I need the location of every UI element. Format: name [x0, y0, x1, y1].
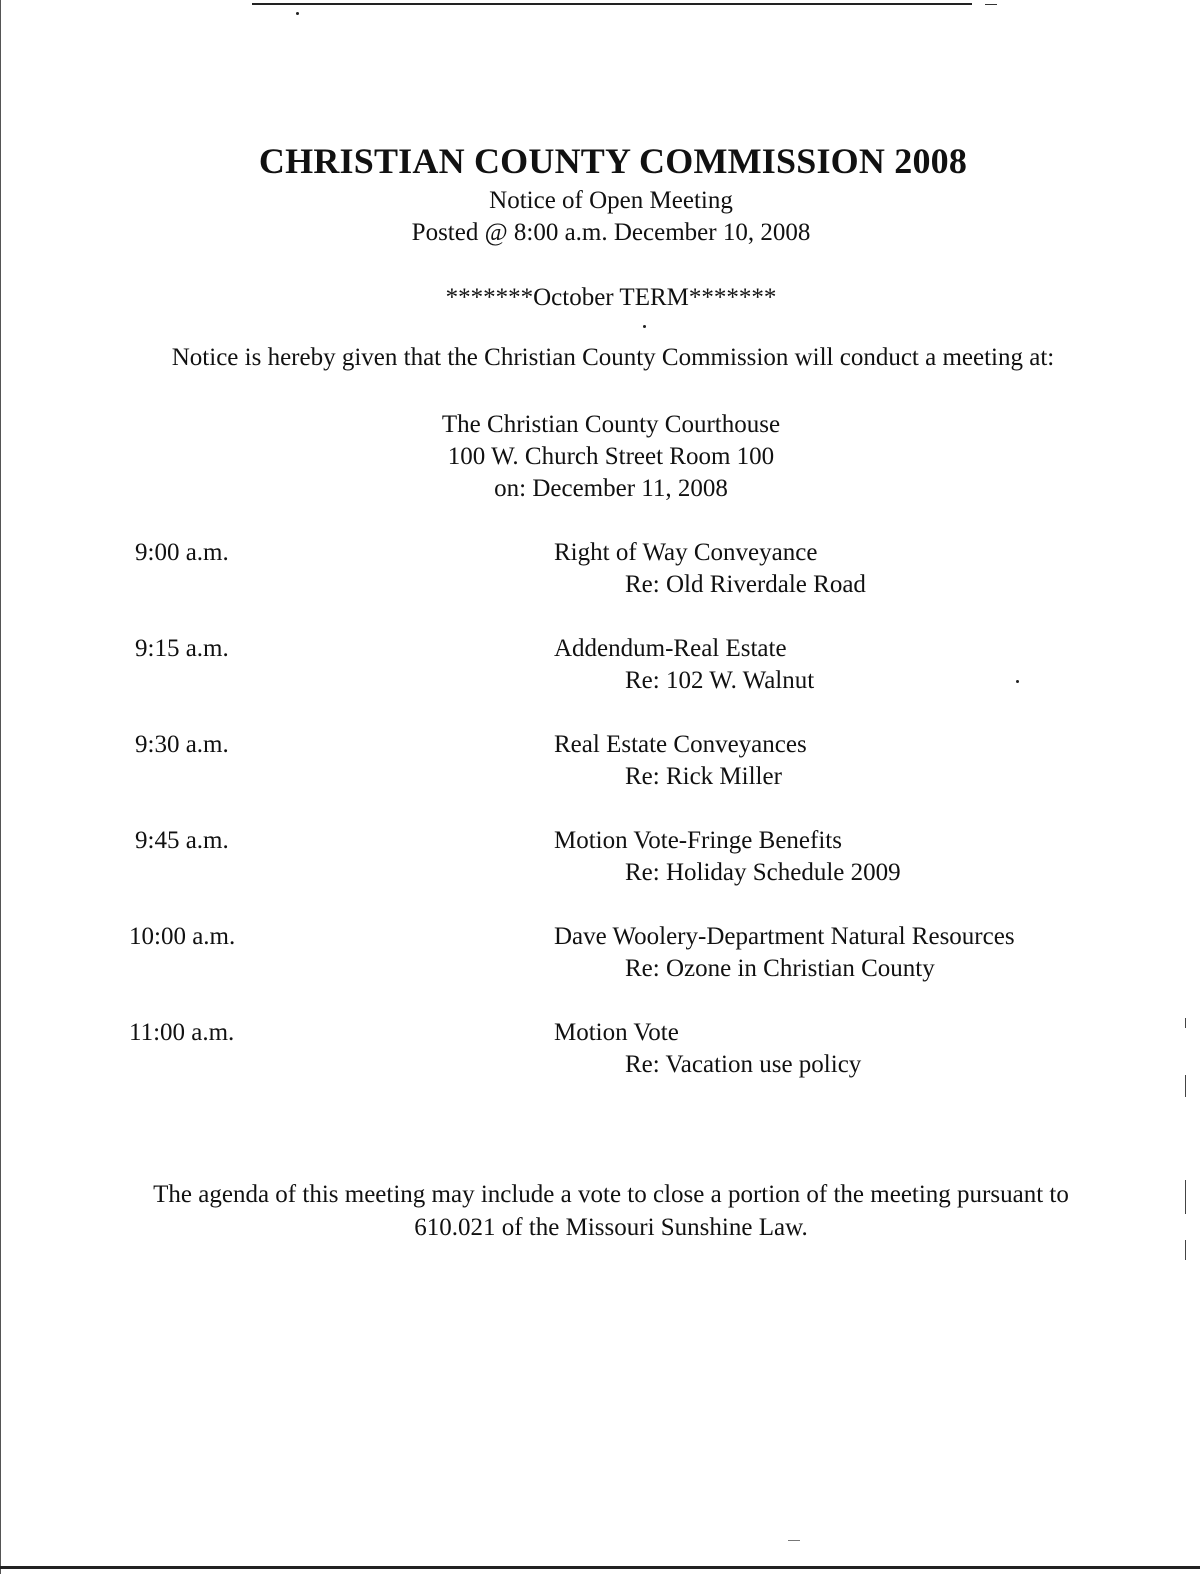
agenda-item-re: Re: Rick Miller: [625, 763, 782, 790]
agenda-time: 11:00 a.m.: [129, 1019, 235, 1046]
footer-line-2: 610.021 of the Missouri Sunshine Law.: [414, 1214, 808, 1241]
agenda-time: 10:00 a.m.: [129, 923, 236, 950]
agenda-row: [0, 921, 1200, 991]
agenda-item-re: Re: 102 W. Walnut: [625, 667, 815, 694]
location-address: 100 W. Church Street Room 100: [447, 443, 775, 470]
notice-subtitle: Notice of Open Meeting: [489, 187, 733, 214]
agenda-time: 9:15 a.m.: [135, 635, 229, 662]
posted-line: Posted @ 8:00 a.m. December 10, 2008: [411, 219, 811, 246]
page-title: CHRISTIAN COUNTY COMMISSION 2008: [258, 141, 968, 181]
agenda-item-re: Re: Holiday Schedule 2009: [625, 859, 901, 886]
agenda-row: [0, 633, 1200, 703]
agenda-item-title: Right of Way Conveyance: [554, 539, 818, 566]
agenda-item-re: Re: Vacation use policy: [625, 1051, 862, 1078]
agenda-item-re: Re: Ozone in Christian County: [625, 955, 935, 982]
agenda-item-re: Re: Old Riverdale Road: [625, 571, 866, 598]
agenda-row: [0, 729, 1200, 799]
agenda-item-title: Addendum-Real Estate: [554, 635, 787, 662]
agenda-item-title: Dave Woolery-Department Natural Resources: [554, 923, 1015, 950]
notice-statement: Notice is hereby given that the Christian County Commission will conduct a meeting at:: [171, 344, 1055, 371]
sunshine-law-note: [0, 1178, 1200, 1244]
scan-border-bottom: [0, 1566, 1200, 1569]
location-building: The Christian County Courthouse: [441, 411, 781, 438]
agenda-row: [0, 1017, 1200, 1087]
agenda-time: 9:45 a.m.: [135, 827, 229, 854]
scan-mark: [985, 4, 997, 5]
scan-speck: [296, 12, 299, 15]
agenda-time: 9:30 a.m.: [135, 731, 229, 758]
scan-border-top: [252, 3, 972, 5]
agenda-row: [0, 537, 1200, 607]
footer-line-1: The agenda of this meeting may include a vote to close a portion of the meeting pursuant to: [153, 1181, 1069, 1208]
meeting-date: on: December 11, 2008: [494, 475, 728, 502]
agenda-time: 9:00 a.m.: [135, 539, 229, 566]
agenda-row: [0, 825, 1200, 895]
scan-speck: [643, 325, 646, 328]
agenda-item-title: Real Estate Conveyances: [554, 731, 807, 758]
agenda-item-title: Motion Vote-Fringe Benefits: [554, 827, 842, 854]
term-line: *******October TERM*******: [445, 284, 777, 311]
agenda-item-title: Motion Vote: [554, 1019, 679, 1046]
scan-mark: [788, 1540, 800, 1541]
